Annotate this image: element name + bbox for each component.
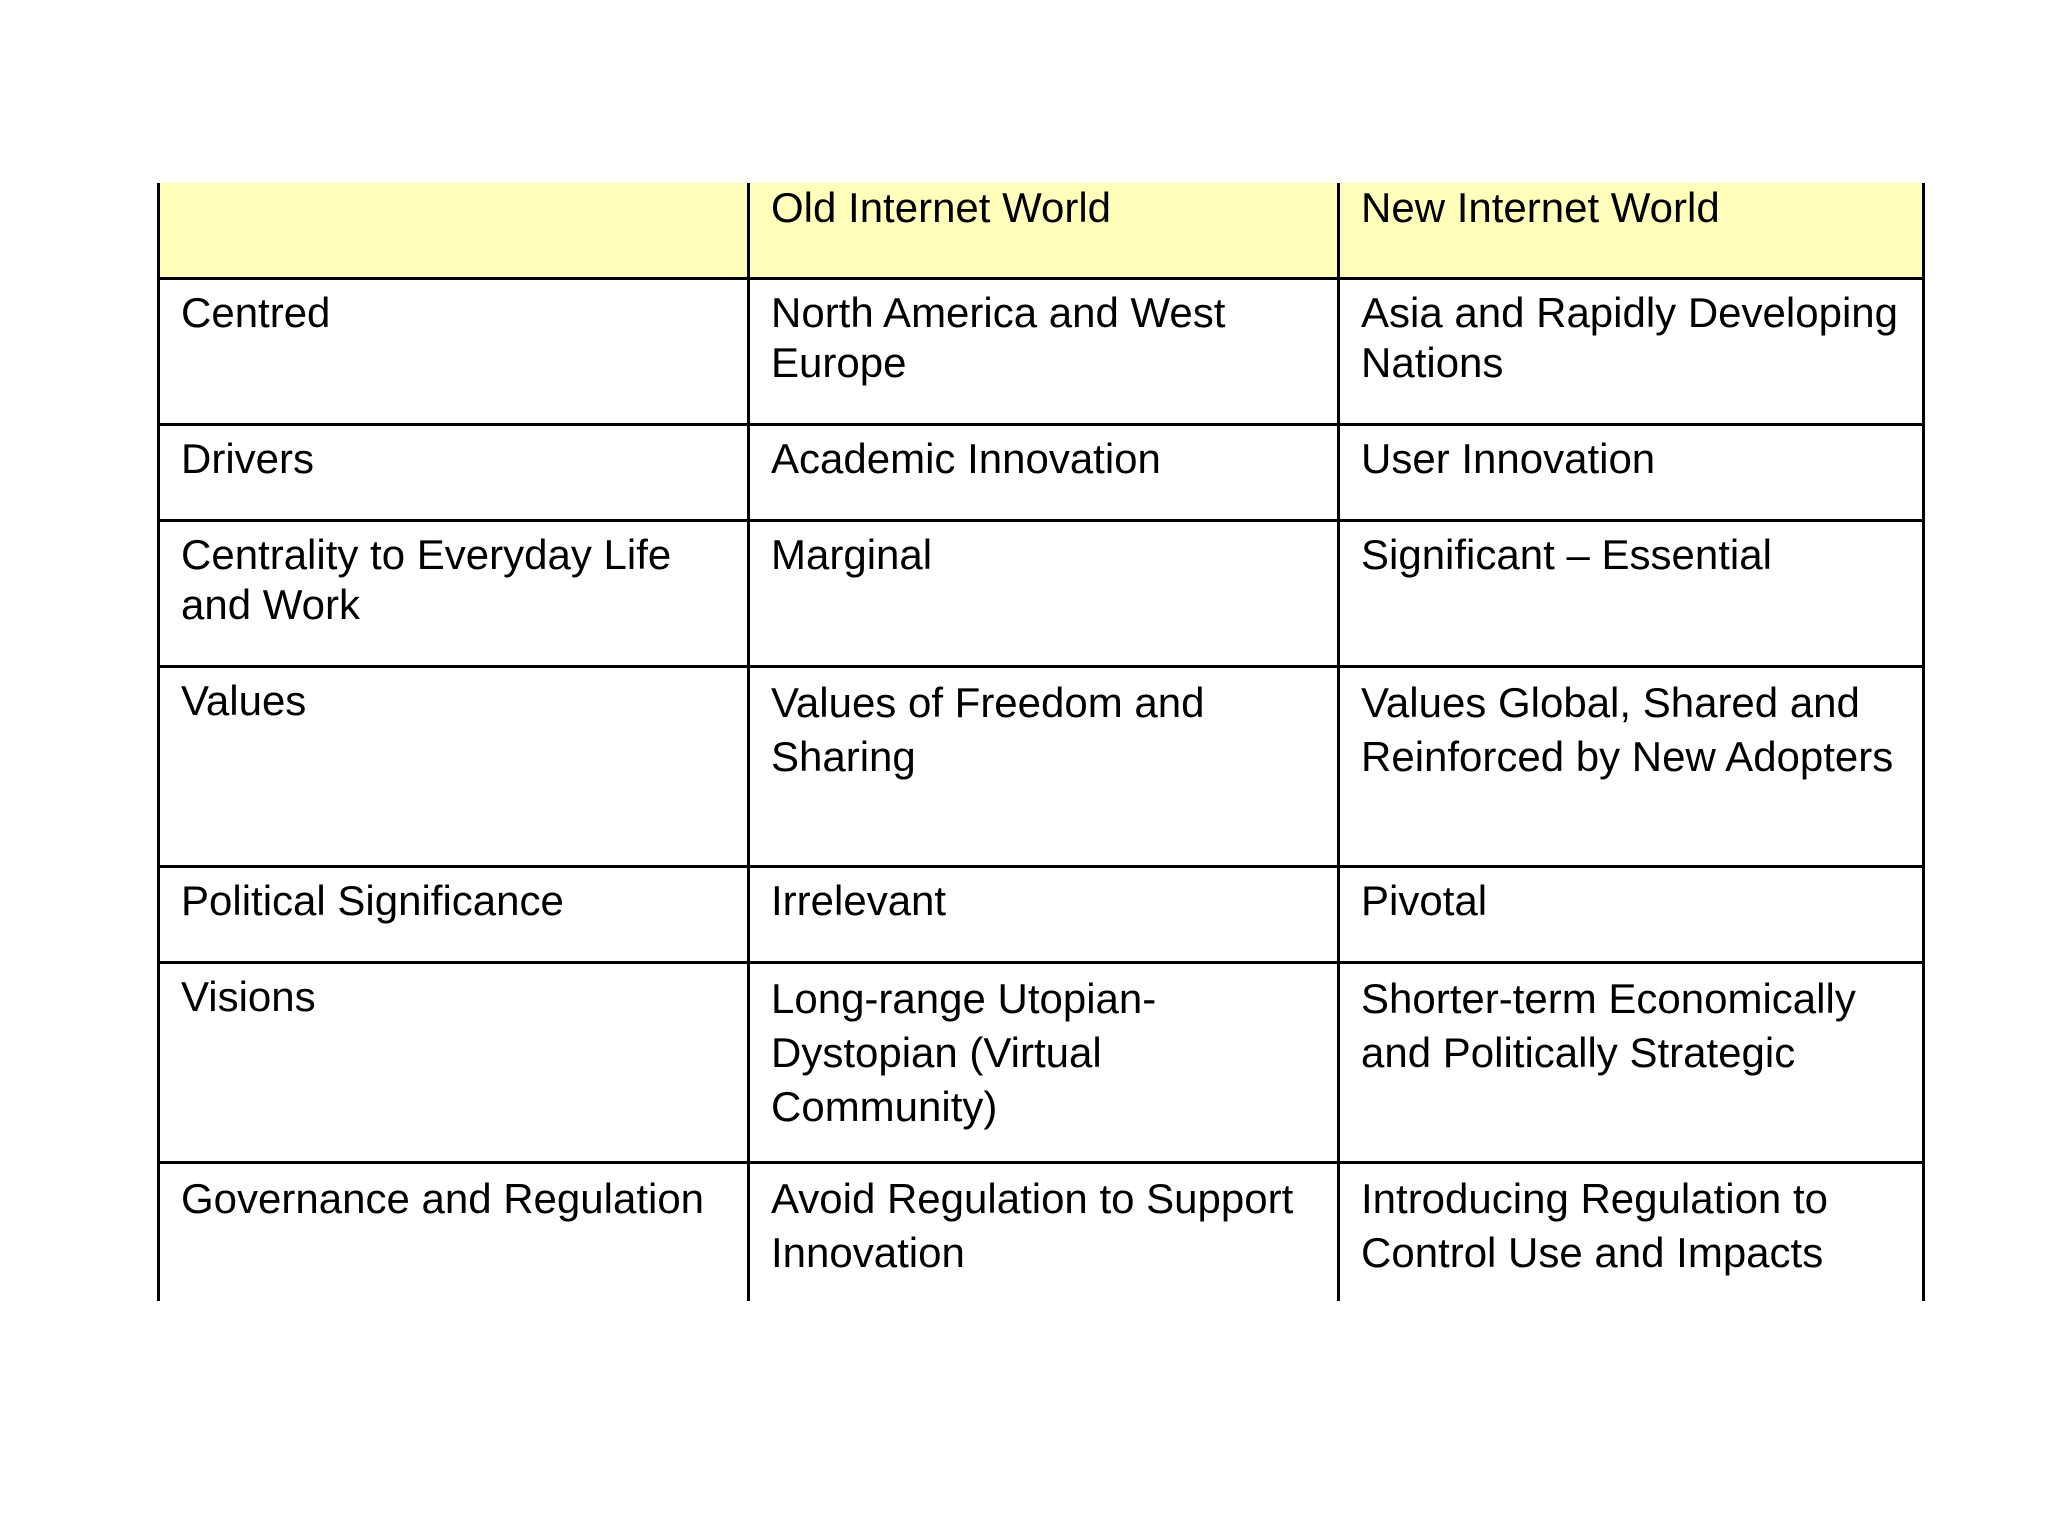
- table-header-row: [159, 183, 1924, 278]
- old-world-cell: Long-range Utopian-Dystopian (Virtual Community): [749, 962, 1339, 1162]
- row-label-cell: Centred: [159, 278, 749, 424]
- new-world-cell: Pivotal: [1339, 866, 1924, 962]
- old-world-cell: Irrelevant: [749, 866, 1339, 962]
- old-world-cell: Marginal: [749, 520, 1339, 666]
- table-row: [159, 1162, 1924, 1301]
- old-world-cell: Avoid Regulation to Support Innovation: [749, 1162, 1339, 1301]
- header-cell-old-internet-world: Old Internet World: [749, 183, 1339, 278]
- table-row: [159, 666, 1924, 866]
- new-world-cell: Significant – Essential: [1339, 520, 1924, 666]
- comparison-table: [157, 183, 1925, 1301]
- table-row: [159, 962, 1924, 1162]
- table-row: [159, 866, 1924, 962]
- table-row: [159, 424, 1924, 520]
- new-world-cell: User Innovation: [1339, 424, 1924, 520]
- row-label-cell: Drivers: [159, 424, 749, 520]
- new-world-cell: Asia and Rapidly Developing Nations: [1339, 278, 1924, 424]
- table-row: [159, 520, 1924, 666]
- row-label-cell: Visions: [159, 962, 749, 1162]
- row-label-cell: Values: [159, 666, 749, 866]
- new-world-cell: Introducing Regulation to Control Use and Impacts: [1339, 1162, 1924, 1301]
- new-world-cell: Shorter-term Economically and Politically Strategic: [1339, 962, 1924, 1162]
- old-world-cell: North America and West Europe: [749, 278, 1339, 424]
- table-row: [159, 278, 1924, 424]
- header-cell-new-internet-world: New Internet World: [1339, 183, 1924, 278]
- old-world-cell: Academic Innovation: [749, 424, 1339, 520]
- row-label-cell: Governance and Regulation: [159, 1162, 749, 1301]
- new-world-cell: Values Global, Shared and Reinforced by New Adopters: [1339, 666, 1924, 866]
- row-label-cell: Centrality to Everyday Life and Work: [159, 520, 749, 666]
- header-cell-empty: [159, 183, 749, 278]
- row-label-cell: Political Significance: [159, 866, 749, 962]
- old-world-cell: Values of Freedom and Sharing: [749, 666, 1339, 866]
